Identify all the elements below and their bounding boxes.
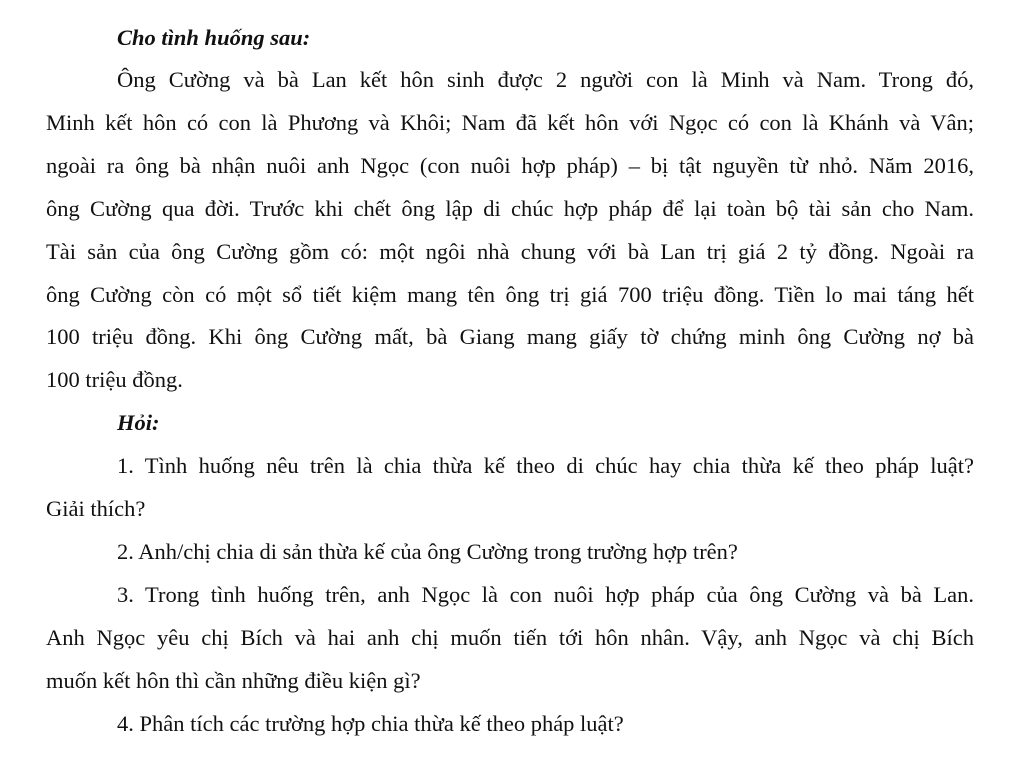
scenario-line: Ông Cường và bà Lan kết hôn sinh được 2 người con là Minh và Nam. Trong đó, [117, 67, 974, 92]
question-line: 4. Phân tích các trường hợp chia thừa kế theo pháp luật? [117, 711, 624, 736]
scenario-line: ông Cường còn có một sổ tiết kiệm mang tên ông trị giá 700 triệu đồng. Tiền lo mai táng hết [46, 282, 974, 307]
scenario-line: ông Cường qua đời. Trước khi chết ông lập di chúc hợp pháp để lại toàn bộ tài sản cho Nam. [46, 196, 974, 221]
question-line: 1. Tình huống nêu trên là chia thừa kế theo di chúc hay chia thừa kế theo pháp luật? [117, 453, 974, 478]
scenario-line: ngoài ra ông bà nhận nuôi anh Ngọc (con nuôi hợp pháp) – bị tật nguyền từ nhỏ. Năm 2016, [46, 153, 974, 178]
scenario-line: Minh kết hôn có con là Phương và Khôi; Nam đã kết hôn với Ngọc có con là Khánh và Vân; [46, 110, 974, 135]
document-heading: Cho tình huống sau: [117, 25, 311, 50]
question-line: Giải thích? [46, 496, 146, 521]
questions-heading: Hỏi: [117, 410, 160, 435]
scenario-line: 100 triệu đồng. Khi ông Cường mất, bà Giang mang giấy tờ chứng minh ông Cường nợ bà [46, 324, 974, 349]
scenario-line: 100 triệu đồng. [46, 367, 183, 392]
question-line: 2. Anh/chị chia di sản thừa kế của ông Cường trong trường hợp trên? [117, 539, 738, 564]
scenario-line: Tài sản của ông Cường gồm có: một ngôi nhà chung với bà Lan trị giá 2 tỷ đồng. Ngoài ra [46, 239, 974, 264]
question-line: Anh Ngọc yêu chị Bích và hai anh chị muốn tiến tới hôn nhân. Vậy, anh Ngọc và chị Bích [46, 625, 974, 650]
question-line: 3. Trong tình huống trên, anh Ngọc là con nuôi hợp pháp của ông Cường và bà Lan. [117, 582, 974, 607]
question-line: muốn kết hôn thì cần những điều kiện gì? [46, 668, 421, 693]
